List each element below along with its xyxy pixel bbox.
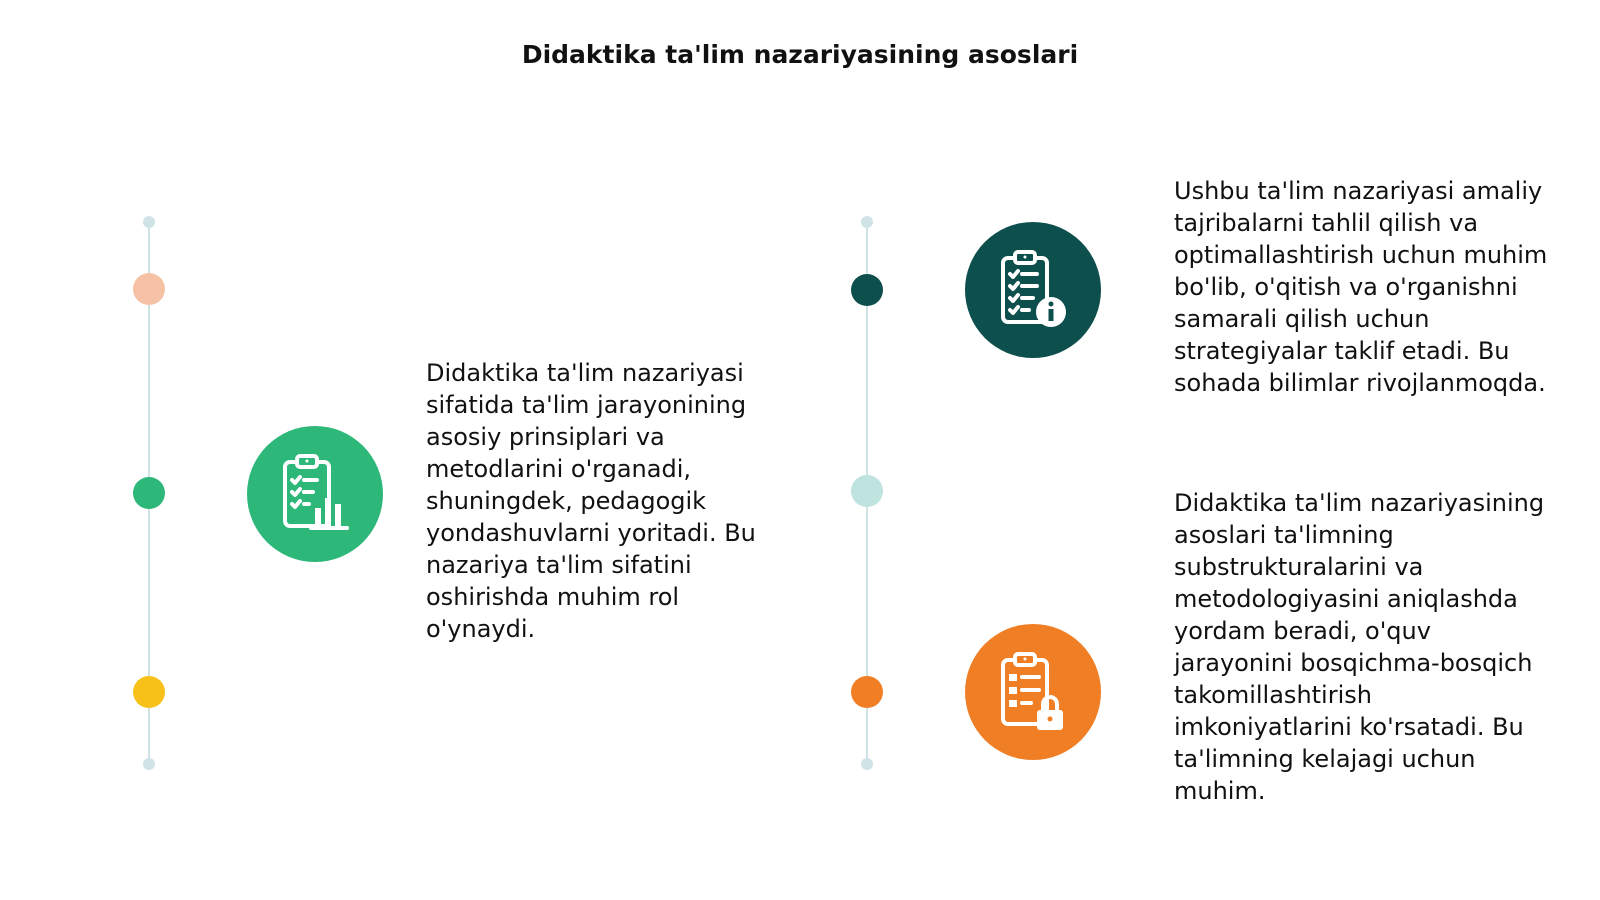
clipboard-info-icon — [965, 222, 1101, 358]
timeline-dot-dark-teal — [851, 274, 883, 306]
page-title: Didaktika ta'lim nazariyasining asoslari — [521, 40, 1079, 69]
clipboard-chart-icon — [247, 426, 383, 562]
timeline-dot-green — [133, 477, 165, 509]
timeline-dot-light-teal — [851, 475, 883, 507]
timeline-dot-orange — [851, 676, 883, 708]
item-2-text: Ushbu ta'lim nazariyasi amaliy tajribalarni tahlil qilish va optimallashtirish uchun muhim bo'lib, o'qitish va o'rganishni samarali qilish uchun strategiyalar taklif etadi. Bu sohada bilimlar rivojlanmoqda. — [1174, 177, 1548, 397]
timeline-cap-top — [143, 216, 155, 228]
clipboard-lock-icon — [965, 624, 1101, 760]
item-3-text: Didaktika ta'lim nazariyasining asoslari ta'limning substrukturalarini va metodologiyasini aniqlashda yordam beradi, o'quv jarayonini bosqichma-bosqich takomillashtirish imkoniyatlarini ko'rsatadi. Bu ta'limning kelajagi uchun muhim. — [1174, 489, 1545, 805]
timeline-cap-bottom — [861, 758, 873, 770]
timeline-dot-yellow — [133, 676, 165, 708]
item-1-text: Didaktika ta'lim nazariyasi sifatida ta'lim jarayonining asosiy prinsiplari va metodlarini o'rganadi, shuningdek, pedagogik yondashuvlarni yoritadi. Bu nazariya ta'lim sifatini oshirishda muhim rol o'ynaydi. — [426, 359, 756, 643]
timeline-cap-bottom — [143, 758, 155, 770]
timeline-cap-top — [861, 216, 873, 228]
timeline-dot-peach — [133, 273, 165, 305]
